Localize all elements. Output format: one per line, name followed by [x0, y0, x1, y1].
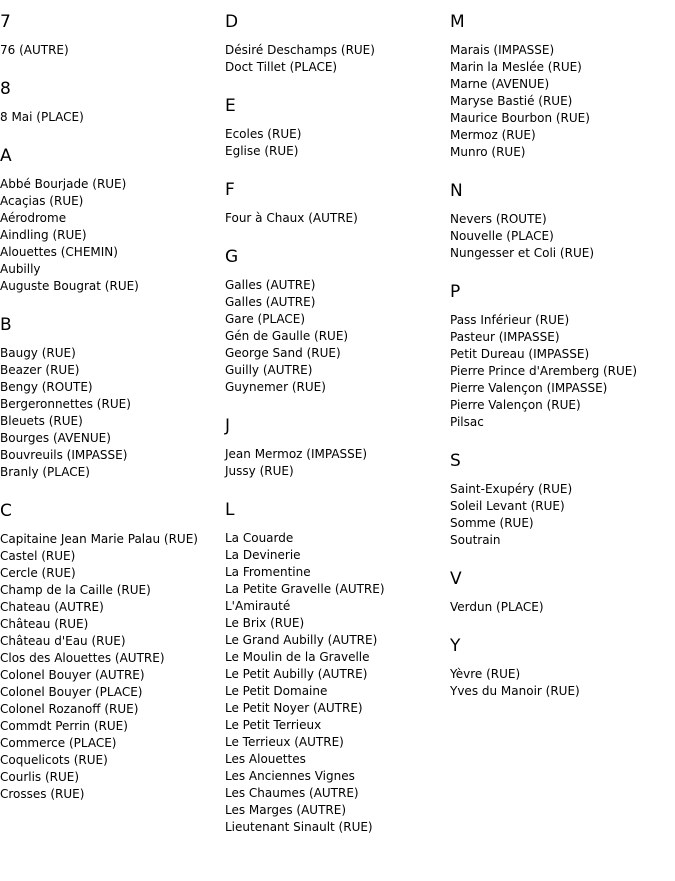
- street-item: Commdt Perrin (RUE): [0, 719, 128, 733]
- street-item: Château d'Eau (RUE): [0, 634, 126, 648]
- street-item: Pierre Prince d'Aremberg (RUE): [450, 364, 638, 378]
- section-letter-heading: D: [225, 12, 239, 32]
- section-letter-heading: A: [0, 146, 12, 166]
- section-letter-heading: J: [225, 416, 231, 436]
- section-letter-heading: S: [450, 451, 461, 471]
- street-item: Coquelicots (RUE): [0, 753, 108, 767]
- street-list: [450, 42, 675, 161]
- street-item: Colonel Rozanoff (RUE): [0, 702, 139, 716]
- street-item: Pierre Valençon (RUE): [450, 398, 581, 412]
- street-item: Marais (IMPASSE): [450, 43, 555, 57]
- street-item: Le Moulin de la Gravelle: [225, 650, 370, 664]
- street-item: Guynemer (RUE): [225, 380, 326, 394]
- street-item: Four à Chaux (AUTRE): [225, 211, 358, 225]
- street-item: Nouvelle (PLACE): [450, 229, 554, 243]
- street-item: George Sand (RUE): [225, 346, 341, 360]
- street-item: Bengy (ROUTE): [0, 380, 93, 394]
- letter-section-g: [225, 247, 450, 396]
- letter-section-n: [450, 181, 675, 262]
- street-item: La Couarde: [225, 531, 294, 545]
- letter-section-8: [0, 79, 225, 126]
- street-item: Yves du Manoir (RUE): [450, 684, 580, 698]
- letter-section-v: [450, 569, 675, 616]
- street-item: Verdun (PLACE): [450, 600, 544, 614]
- street-item: Galles (AUTRE): [225, 278, 316, 292]
- street-item: Nungesser et Coli (RUE): [450, 246, 594, 260]
- street-list: [0, 176, 225, 295]
- street-item: Marne (AVENUE): [450, 77, 550, 91]
- street-item: Les Alouettes: [225, 752, 306, 766]
- street-item: Bleuets (RUE): [0, 414, 83, 428]
- street-item: Aérodrome: [0, 211, 67, 225]
- street-item: Yèvre (RUE): [450, 667, 521, 681]
- street-item: 76 (AUTRE): [0, 43, 69, 57]
- street-list: [450, 599, 675, 616]
- street-item: Colonel Bouyer (PLACE): [0, 685, 143, 699]
- street-list: [450, 211, 675, 262]
- letter-section-d: [225, 12, 450, 76]
- street-list: [0, 109, 225, 126]
- street-item: Somme (RUE): [450, 516, 534, 530]
- street-item: Bergeronnettes (RUE): [0, 397, 131, 411]
- section-letter-heading: N: [450, 181, 463, 201]
- section-letter-heading: 7: [0, 12, 11, 32]
- street-list: [450, 312, 675, 431]
- street-item: Pass Inférieur (RUE): [450, 313, 570, 327]
- letter-section-m: [450, 12, 675, 161]
- section-letter-heading: V: [450, 569, 462, 589]
- street-item: Acaçias (RUE): [0, 194, 84, 208]
- street-item: Les Anciennes Vignes: [225, 769, 355, 783]
- letter-section-e: [225, 96, 450, 160]
- street-list: [0, 42, 225, 59]
- street-item: Pilsac: [450, 415, 484, 429]
- street-item: Soutrain: [450, 533, 501, 547]
- street-list: [450, 481, 675, 549]
- street-item: Crosses (RUE): [0, 787, 85, 801]
- street-item: Le Petit Aubilly (AUTRE): [225, 667, 368, 681]
- letter-section-c: [0, 501, 225, 803]
- street-item: Petit Dureau (IMPASSE): [450, 347, 590, 361]
- street-item: Les Chaumes (AUTRE): [225, 786, 359, 800]
- letter-section-a: [0, 146, 225, 295]
- street-list: [225, 530, 450, 836]
- street-item: Courlis (RUE): [0, 770, 80, 784]
- column-3: [450, 0, 675, 720]
- street-item: Branly (PLACE): [0, 465, 90, 479]
- street-item: Château (RUE): [0, 617, 89, 631]
- street-item: Abbé Bourjade (RUE): [0, 177, 127, 191]
- street-item: Maryse Bastié (RUE): [450, 94, 573, 108]
- letter-section-f: [225, 180, 450, 227]
- street-item: Pierre Valençon (IMPASSE): [450, 381, 608, 395]
- letter-section-b: [0, 315, 225, 481]
- section-letter-heading: B: [0, 315, 12, 335]
- section-letter-heading: P: [450, 282, 461, 302]
- street-item: Le Brix (RUE): [225, 616, 305, 630]
- street-list: [225, 446, 450, 480]
- street-item: Les Marges (AUTRE): [225, 803, 347, 817]
- street-item: Bouvreuils (IMPASSE): [0, 448, 128, 462]
- street-item: Le Petit Terrieux: [225, 718, 322, 732]
- street-item: Nevers (ROUTE): [450, 212, 547, 226]
- column-1: [0, 0, 225, 823]
- letter-section-s: [450, 451, 675, 549]
- street-item: Désiré Deschamps (RUE): [225, 43, 375, 57]
- street-item: Soleil Levant (RUE): [450, 499, 565, 513]
- street-item: Marin la Meslée (RUE): [450, 60, 582, 74]
- street-item: Le Petit Noyer (AUTRE): [225, 701, 363, 715]
- street-item: Pasteur (IMPASSE): [450, 330, 560, 344]
- street-item: Le Grand Aubilly (AUTRE): [225, 633, 378, 647]
- section-letter-heading: G: [225, 247, 239, 267]
- street-list: [225, 42, 450, 76]
- street-item: Champ de la Caille (RUE): [0, 583, 151, 597]
- section-letter-heading: Y: [450, 636, 461, 656]
- street-item: Doct Tillet (PLACE): [225, 60, 338, 74]
- street-item: Cercle (RUE): [0, 566, 76, 580]
- section-letter-heading: C: [0, 501, 12, 521]
- street-list: [450, 666, 675, 700]
- street-item: Beazer (RUE): [0, 363, 80, 377]
- street-item: Mermoz (RUE): [450, 128, 536, 142]
- street-item: Alouettes (CHEMIN): [0, 245, 118, 259]
- letter-section-7: [0, 12, 225, 59]
- street-item: Commerce (PLACE): [0, 736, 117, 750]
- street-item: Aindling (RUE): [0, 228, 87, 242]
- street-item: La Fromentine: [225, 565, 311, 579]
- street-list: [225, 126, 450, 160]
- street-list: [225, 210, 450, 227]
- section-letter-heading: M: [450, 12, 465, 32]
- street-item: 8 Mai (PLACE): [0, 110, 84, 124]
- street-item: Jussy (RUE): [225, 464, 294, 478]
- street-item: Lieutenant Sinault (RUE): [225, 820, 373, 834]
- street-item: Clos des Alouettes (AUTRE): [0, 651, 165, 665]
- street-item: Le Terrieux (AUTRE): [225, 735, 344, 749]
- letter-section-p: [450, 282, 675, 431]
- section-letter-heading: L: [225, 500, 235, 520]
- street-list: [225, 277, 450, 396]
- street-item: Capitaine Jean Marie Palau (RUE): [0, 532, 198, 546]
- street-item: Castel (RUE): [0, 549, 76, 563]
- section-letter-heading: 8: [0, 79, 11, 99]
- street-item: Ecoles (RUE): [225, 127, 302, 141]
- street-item: Eglise (RUE): [225, 144, 299, 158]
- street-item: Le Petit Domaine: [225, 684, 328, 698]
- street-item: Chateau (AUTRE): [0, 600, 104, 614]
- street-item: Saint-Exupéry (RUE): [450, 482, 573, 496]
- section-letter-heading: F: [225, 180, 235, 200]
- letter-section-j: [225, 416, 450, 480]
- street-item: Auguste Bougrat (RUE): [0, 279, 139, 293]
- street-item: L'Amirauté: [225, 599, 291, 613]
- street-item: Colonel Bouyer (AUTRE): [0, 668, 145, 682]
- street-item: Maurice Bourbon (RUE): [450, 111, 590, 125]
- column-2: [225, 0, 450, 856]
- street-item: Galles (AUTRE): [225, 295, 316, 309]
- section-letter-heading: E: [225, 96, 236, 116]
- letter-section-l: [225, 500, 450, 836]
- street-item: La Petite Gravelle (AUTRE): [225, 582, 385, 596]
- street-item: Aubilly: [0, 262, 41, 276]
- street-item: Gare (PLACE): [225, 312, 306, 326]
- street-list: [0, 345, 225, 481]
- street-item: Gén de Gaulle (RUE): [225, 329, 349, 343]
- street-item: Bourges (AVENUE): [0, 431, 111, 445]
- street-list: [0, 531, 225, 803]
- street-item: La Devinerie: [225, 548, 301, 562]
- street-item: Guilly (AUTRE): [225, 363, 313, 377]
- street-item: Munro (RUE): [450, 145, 526, 159]
- street-item: Baugy (RUE): [0, 346, 76, 360]
- letter-section-y: [450, 636, 675, 700]
- street-item: Jean Mermoz (IMPASSE): [225, 447, 368, 461]
